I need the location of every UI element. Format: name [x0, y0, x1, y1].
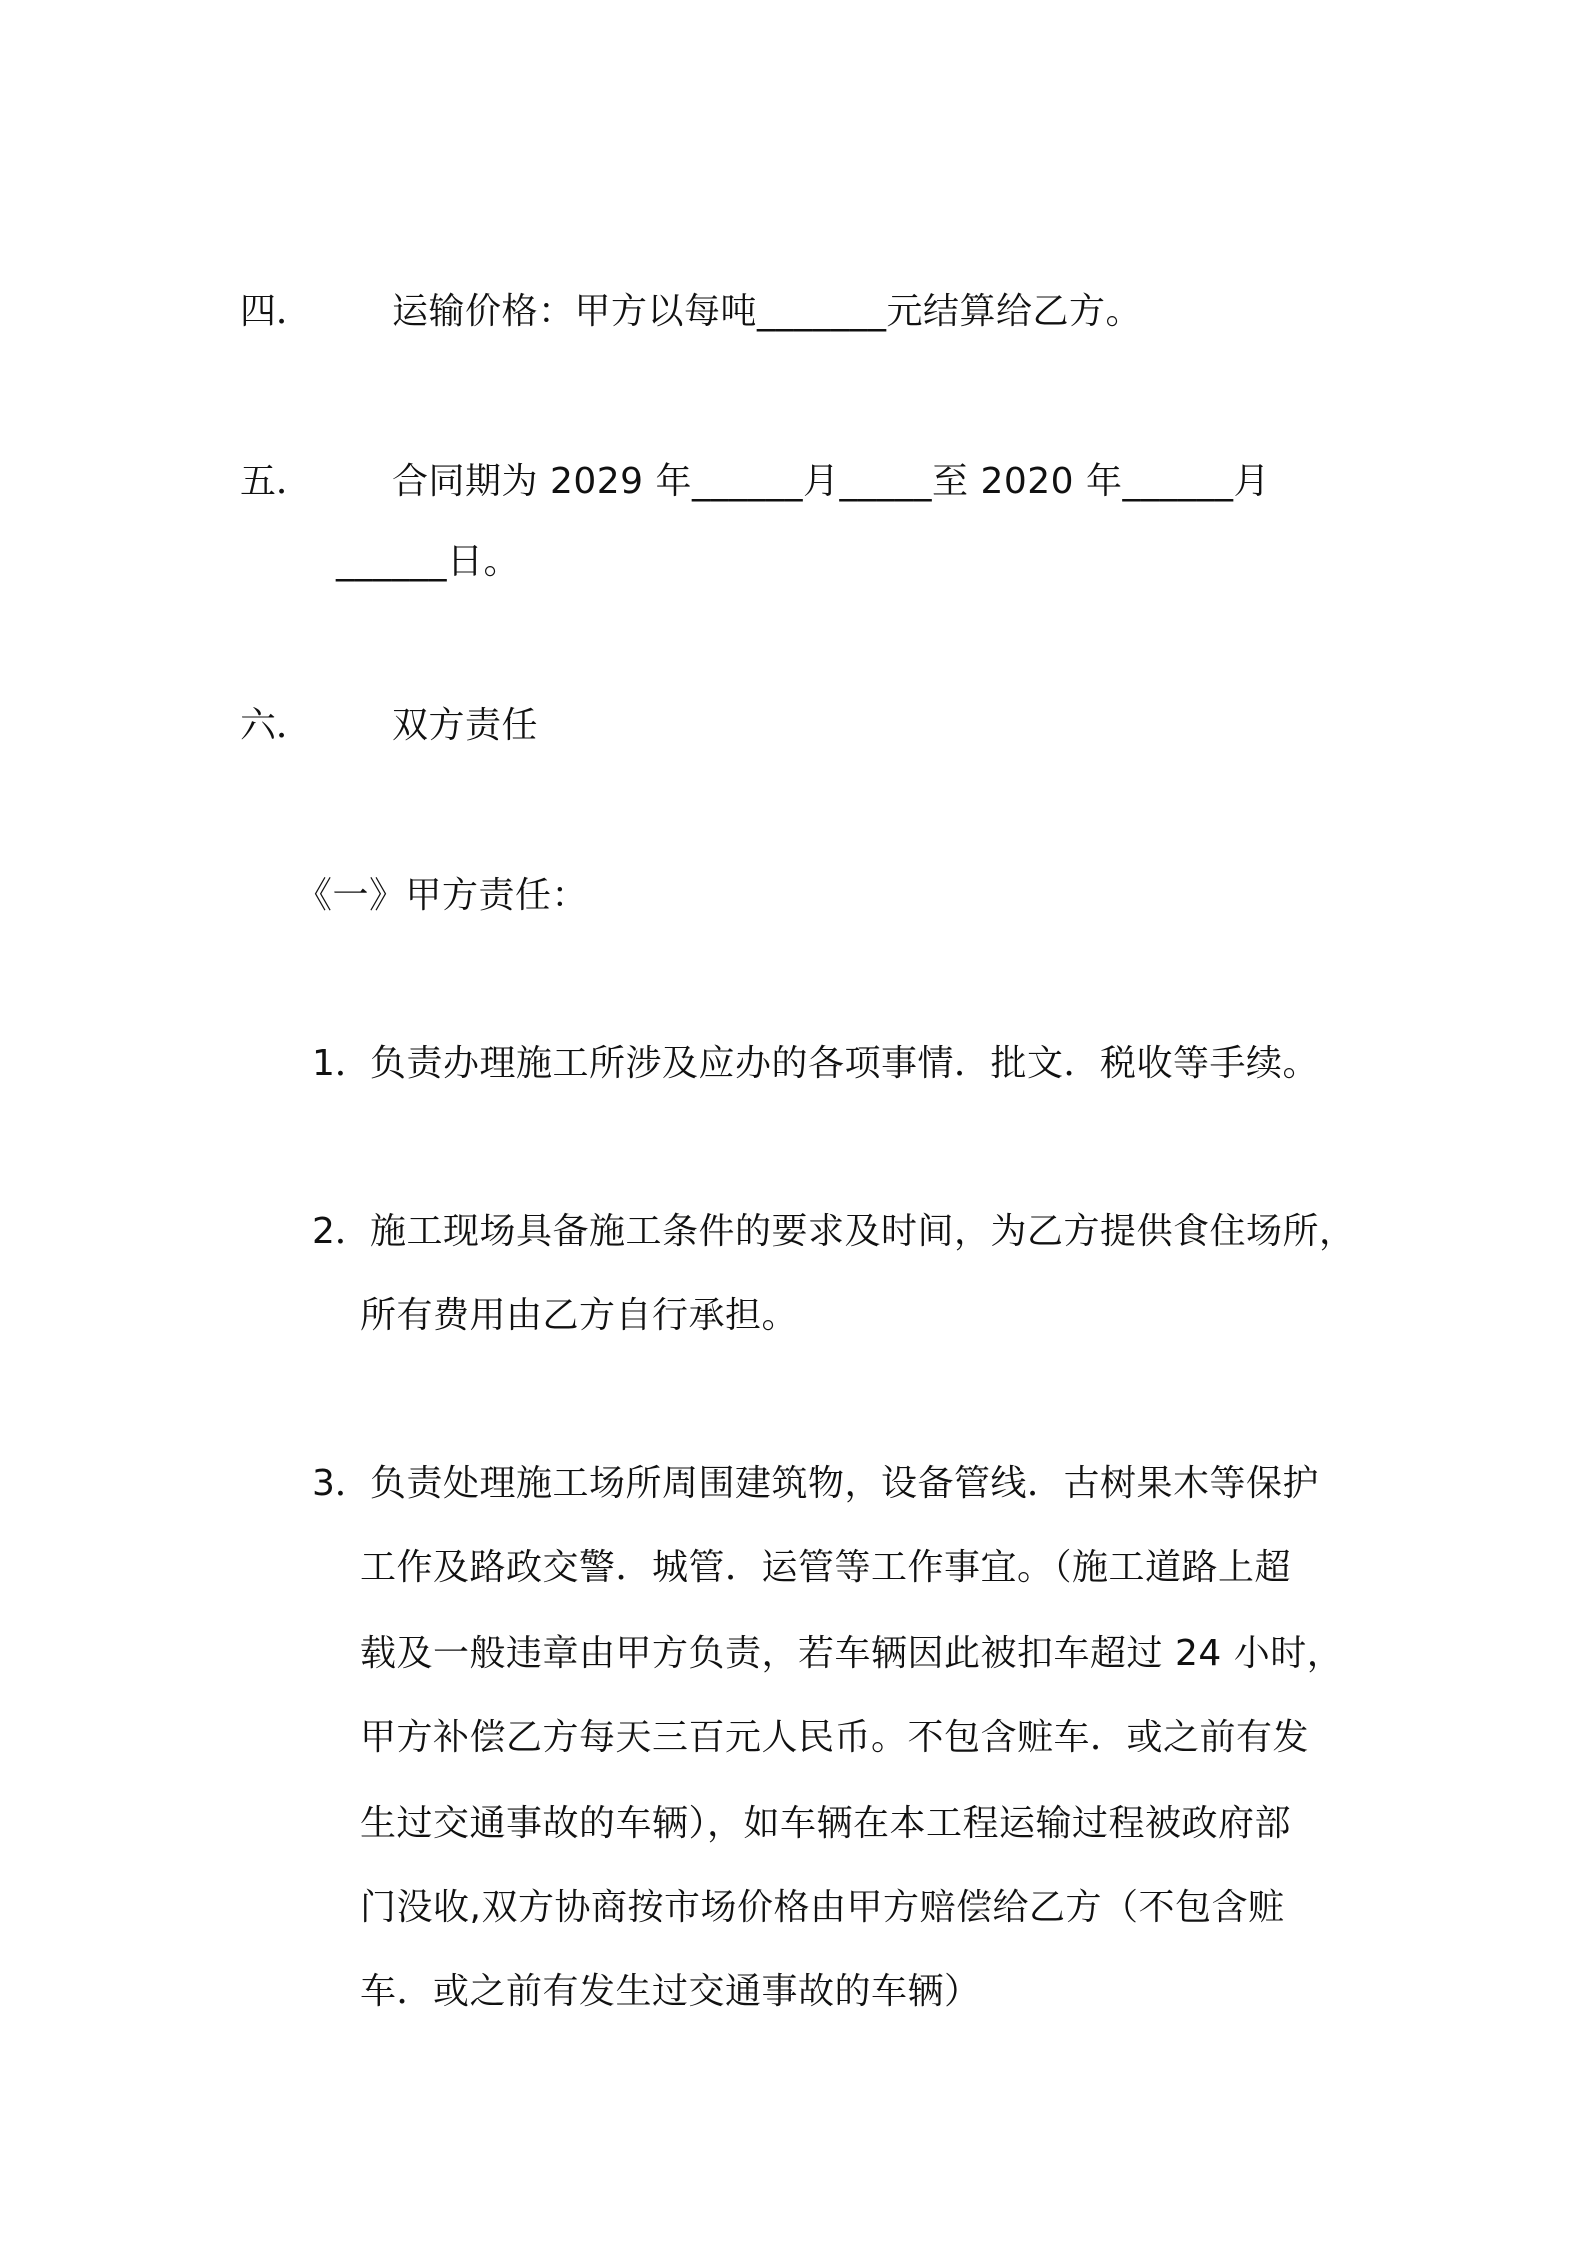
item-3-line4: 甲方补偿乙方每天三百元人民币。不包含赃车．或之前有发 — [360, 1717, 1310, 1758]
section-4-number: 四． — [240, 291, 313, 332]
section-4-text: 运输价格：甲方以每吨_______元结算给乙方。 — [392, 291, 1143, 332]
item-2-line1: 施工现场具备施工条件的要求及时间，为乙方提供食住场所， — [370, 1211, 1356, 1252]
party-a-heading: 《一》甲方责任： — [296, 875, 589, 916]
item-3-line1: 负责处理施工场所周围建筑物，设备管线．古树果木等保护 — [370, 1463, 1320, 1504]
item-1-line1: 负责办理施工所涉及应办的各项事情．批文．税收等手续。 — [370, 1043, 1320, 1084]
item-3-number: 3． — [312, 1463, 371, 1504]
item-3-line2: 工作及路政交警．城管．运管等工作事宜。（施工道路上超 — [360, 1547, 1292, 1588]
section-6-number: 六． — [240, 705, 313, 746]
item-1-number: 1． — [312, 1043, 371, 1084]
section-6-text: 双方责任 — [392, 705, 539, 746]
item-3-line5: 生过交通事故的车辆），如车辆在本工程运输过程被政府部 — [360, 1803, 1292, 1844]
item-3-line3: 载及一般违章由甲方负责，若车辆因此被扣车超过 24 小时， — [360, 1633, 1344, 1674]
section-5-text-line1: 合同期为 2029 年______月_____至 2020 年______月 — [392, 461, 1271, 502]
item-3-line7: 车．或之前有发生过交通事故的车辆） — [360, 1971, 981, 2012]
item-3-line6: 门没收,双方协商按市场价格由甲方赔偿给乙方（不包含赃 — [360, 1887, 1285, 1928]
section-5-text-line2: ______日。 — [336, 541, 521, 582]
item-2-number: 2． — [312, 1211, 371, 1252]
item-2-line2: 所有费用由乙方自行承担。 — [360, 1295, 799, 1336]
section-5-number: 五． — [240, 461, 313, 502]
